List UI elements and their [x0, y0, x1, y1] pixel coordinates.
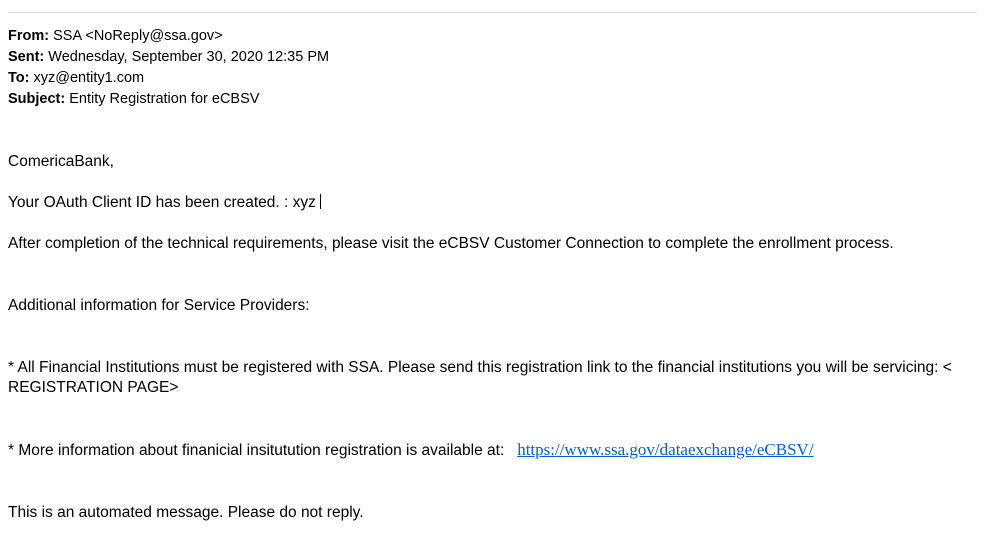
bullet-line-1: * All Financial Institutions must be registered with SSA. Please send this registration link to the financial institutions you will be servicing: < — [8, 359, 952, 376]
automated-message-note: This is an automated message. Please do not reply. — [8, 504, 364, 521]
header-label-subject: Subject: — [8, 91, 66, 107]
salutation: ComericaBank, — [8, 153, 114, 170]
ecbsv-dataexchange-link[interactable]: https://www.ssa.gov/dataexchange/eCBSV/ — [517, 440, 814, 459]
header-field-subject — [8, 89, 968, 110]
email-body — [8, 152, 980, 544]
email-header-block — [8, 26, 968, 110]
header-field-to — [8, 68, 968, 89]
header-label-from: From: — [8, 28, 50, 44]
bullet-more-info-text: * More information about finanicial insitutution registration is available at: — [8, 442, 505, 459]
header-value-sent: Wednesday, September 30, 2020 12:35 PM — [48, 49, 330, 65]
header-field-sent — [8, 47, 968, 68]
text-cursor — [320, 194, 321, 209]
header-divider — [8, 12, 977, 13]
header-value-from: SSA <NoReply@ssa.gov> — [53, 28, 223, 44]
client-id-text: Your OAuth Client ID has been created. : xyz — [8, 194, 316, 211]
header-label-sent: Sent: — [8, 49, 45, 65]
enrollment-line: After completion of the technical requirements, please visit the eCBSV Customer Connection to complete the enrollment process. — [8, 235, 894, 252]
bullet-financial-institutions — [8, 358, 980, 398]
header-value-subject: Entity Registration for eCBSV — [69, 91, 260, 107]
bullet-more-information — [8, 440, 980, 461]
bullet-line-2: REGISTRATION PAGE> — [8, 379, 179, 396]
additional-info-heading: Additional information for Service Providers: — [8, 297, 310, 314]
header-value-to: xyz@entity1.com — [33, 70, 145, 86]
header-label-to: To: — [8, 70, 30, 86]
client-id-line — [8, 193, 980, 213]
header-field-from — [8, 26, 968, 47]
